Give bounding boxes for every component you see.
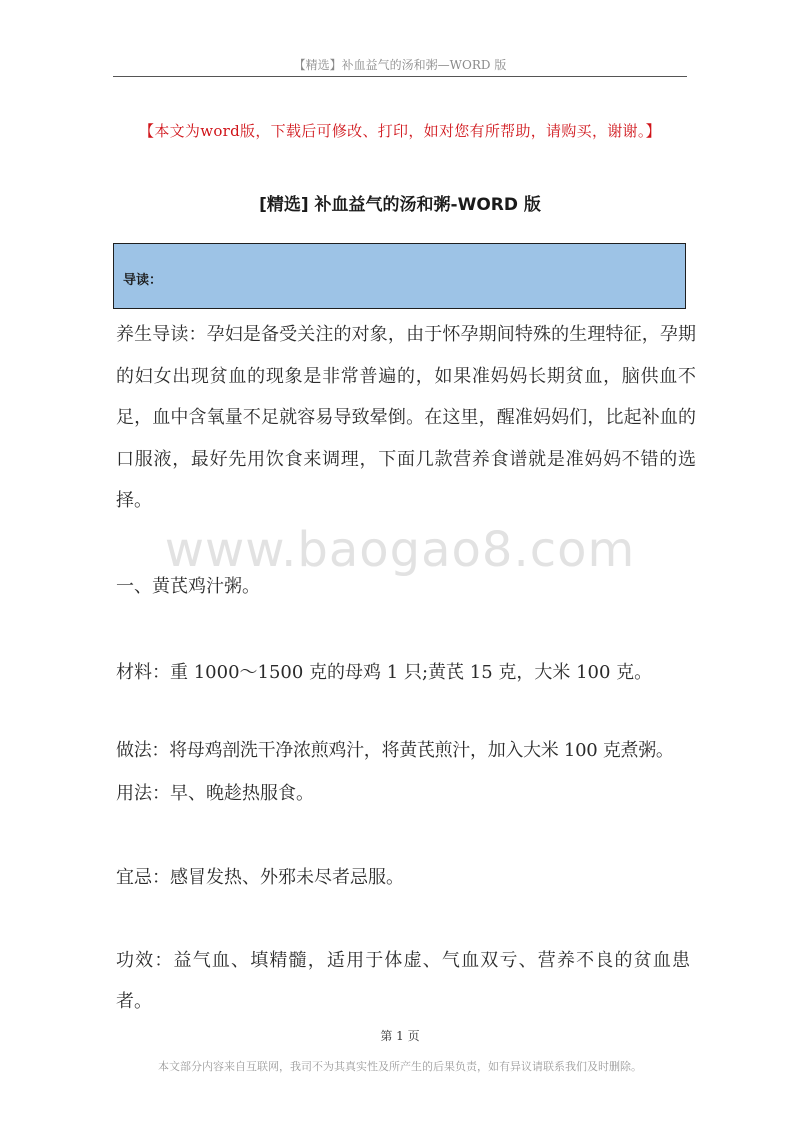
- effect-paragraph: 功效：益气血、填精髓，适用于体虚、气血双亏、营养不良的贫血患者。: [116, 950, 690, 1012]
- page-number: 第 1 页: [380, 1029, 420, 1043]
- guide-label: 导读：: [123, 273, 163, 288]
- usage-paragraph: 用法：早、晚趁热服食。: [116, 783, 314, 804]
- purchase-notice: 【本文为word版，下载后可修改、打印，如对您有所帮助，请购买，谢谢。】: [139, 122, 661, 140]
- running-header: 【精选】补血益气的汤和粥—WORD 版: [293, 58, 507, 72]
- watermark: www.baogao8.com: [164, 522, 636, 578]
- document-title: [精选] 补血益气的汤和粥-WORD 版: [259, 195, 541, 215]
- section-heading: 一、黄芪鸡汁粥。: [116, 576, 260, 597]
- guide-box: [113, 243, 686, 309]
- footer-disclaimer: 本文部分内容来自互联网，我司不为其真实性及所产生的后果负责，如有异议请联系我们及时删除。: [158, 1060, 642, 1073]
- intro-paragraph: 养生导读：孕妇是备受关注的对象，由于怀孕期间特殊的生理特征，孕期的妇女出现贫血的现象是非常普遍的，如果准妈妈长期贫血，脑供血不足，血中含氧量不足就容易导致晕倒。在这里，醒准妈妈们，比起补血的口服液，最好先用饮食来调理，下面几款营养食谱就是准妈妈不错的选择。: [116, 324, 696, 511]
- header-divider: [113, 76, 687, 77]
- taboo-paragraph: 宜忌：感冒发热、外邪未尽者忌服。: [116, 867, 404, 888]
- method-paragraph: 做法：将母鸡剖洗干净浓煎鸡汁，将黄芪煎汁，加入大米 100 克煮粥。: [116, 740, 674, 761]
- materials-paragraph: 材料：重 1000～1500 克的母鸡 1 只;黄芪 15 克，大米 100 克。: [116, 662, 653, 683]
